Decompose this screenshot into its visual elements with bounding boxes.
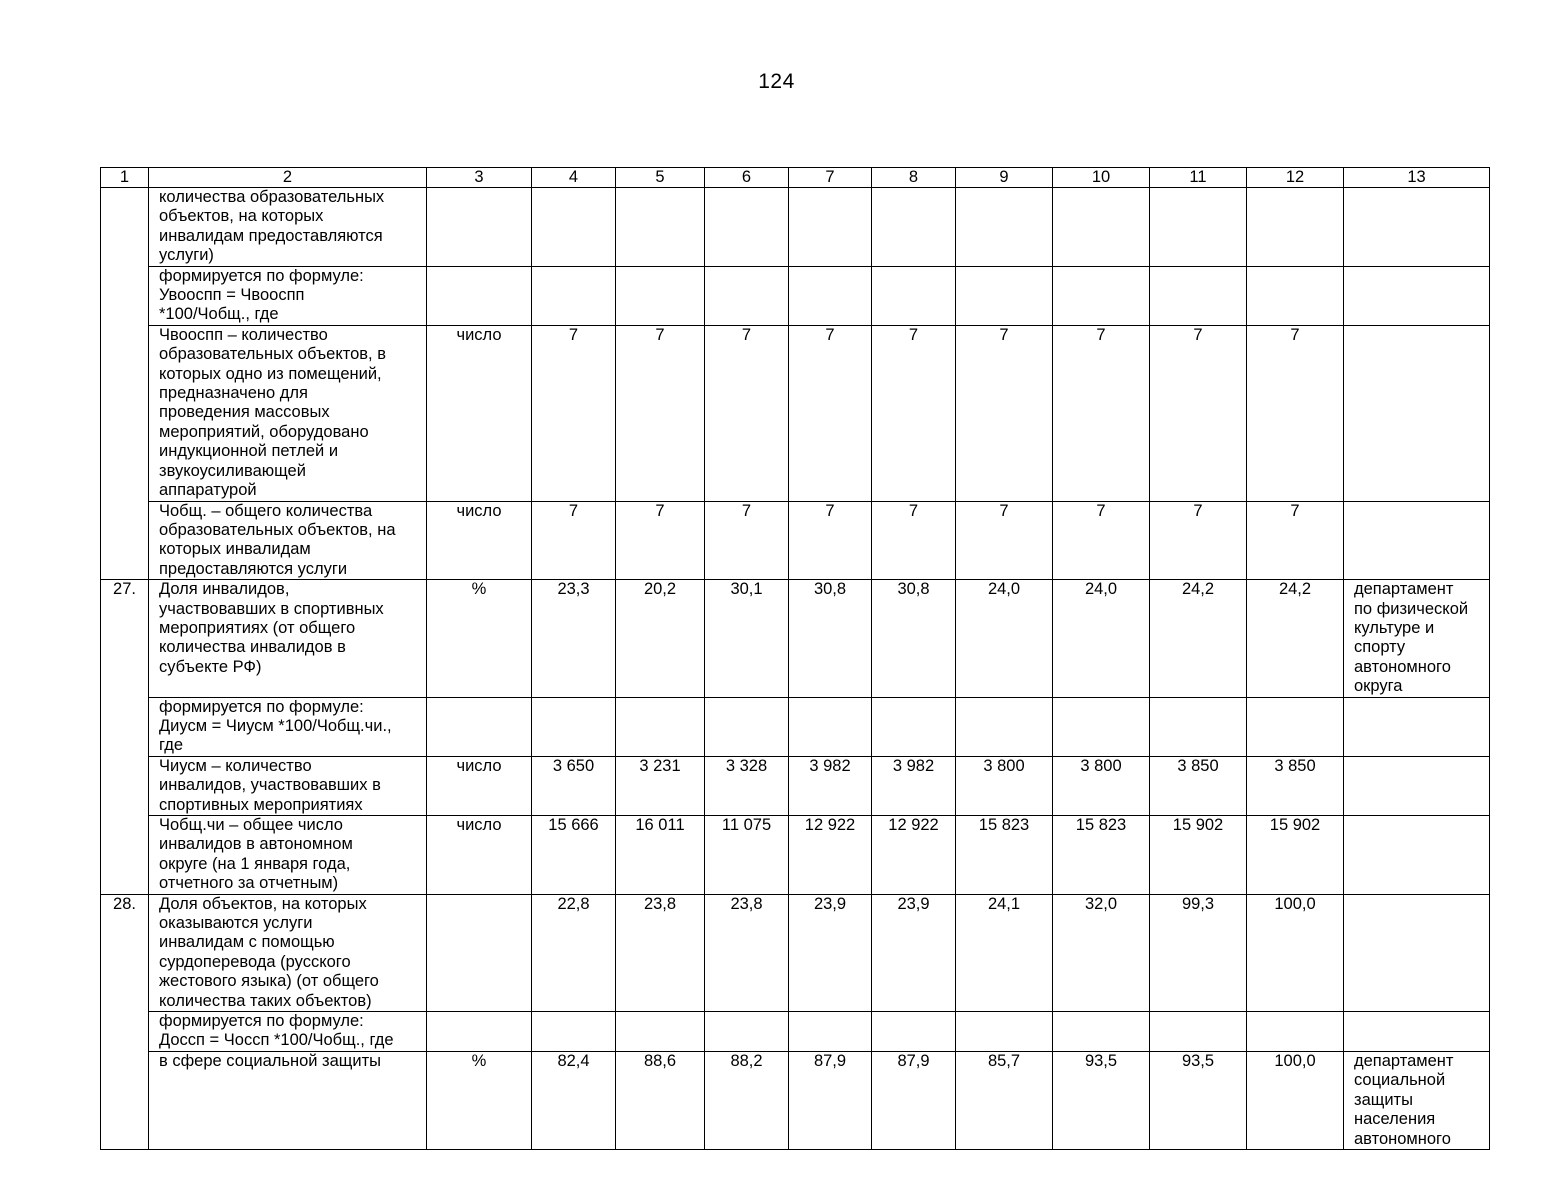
value-cell: 99,3: [1150, 894, 1247, 1011]
row-number: [101, 697, 149, 756]
value-cell: 87,9: [872, 1052, 956, 1150]
responsible-cell: [1344, 188, 1490, 267]
row-number: [101, 501, 149, 580]
value-cell: 23,8: [705, 894, 789, 1011]
indicator-text: Чобщ. – общего количества образовательных объектов, на которых инвалидам предоставляются услуги: [149, 501, 427, 580]
value-cell: 30,1: [705, 580, 789, 697]
value-cell: [1053, 1012, 1150, 1052]
responsible-cell: [1344, 266, 1490, 325]
responsible-cell: [1344, 325, 1490, 501]
value-cell: 88,2: [705, 1052, 789, 1150]
unit-cell: [427, 266, 532, 325]
value-cell: 24,0: [956, 580, 1053, 697]
indicator-text: Доля инвалидов, участвовавших в спортивных мероприятиях (от общего количества инвалидов в субъекте РФ): [149, 580, 427, 697]
header-row: [101, 168, 1490, 188]
responsible-cell: [1344, 816, 1490, 895]
value-cell: 23,9: [789, 894, 872, 1011]
value-cell: [1150, 1012, 1247, 1052]
value-cell: [705, 697, 789, 756]
header-cell: 13: [1344, 168, 1490, 188]
indicator-text: Чиусм – количество инвалидов, участвовавших в спортивных мероприятиях: [149, 756, 427, 815]
indicator-text: Чвооспп – количество образовательных объектов, в которых одно из помещений, предназначено для проведения массовых мероприятий, оборудовано индукционной петлей и звукоусиливающей аппаратурой: [149, 325, 427, 501]
value-cell: [872, 266, 956, 325]
value-cell: [1053, 697, 1150, 756]
value-cell: 7: [616, 325, 705, 501]
value-cell: 3 982: [789, 756, 872, 815]
unit-cell: [427, 894, 532, 1011]
value-cell: 7: [1247, 325, 1344, 501]
value-cell: 12 922: [789, 816, 872, 895]
value-cell: 7: [705, 501, 789, 580]
indicator-text: формируется по формуле: Увооспп = Чвооспп *100/Чобщ., где: [149, 266, 427, 325]
table-row: [101, 816, 1490, 895]
value-cell: [872, 1012, 956, 1052]
value-cell: 7: [1247, 501, 1344, 580]
row-number: [101, 756, 149, 815]
value-cell: [789, 697, 872, 756]
header-cell: 5: [616, 168, 705, 188]
value-cell: 23,8: [616, 894, 705, 1011]
value-cell: [789, 188, 872, 267]
value-cell: 7: [616, 501, 705, 580]
responsible-cell: [1344, 501, 1490, 580]
value-cell: 7: [532, 501, 616, 580]
value-cell: [956, 266, 1053, 325]
value-cell: 7: [872, 501, 956, 580]
value-cell: 30,8: [789, 580, 872, 697]
header-cell: 4: [532, 168, 616, 188]
value-cell: 7: [1053, 325, 1150, 501]
table-row: [101, 756, 1490, 815]
row-number: [101, 266, 149, 325]
value-cell: 100,0: [1247, 894, 1344, 1011]
table-row: [101, 1012, 1490, 1052]
value-cell: [872, 697, 956, 756]
value-cell: [532, 697, 616, 756]
responsible-cell: департамент по физической культуре и спорту автономного округа: [1344, 580, 1490, 697]
indicator-text: формируется по формуле: Доссп = Чоссп *100/Чобщ., где: [149, 1012, 427, 1052]
value-cell: 30,8: [872, 580, 956, 697]
value-cell: [1150, 266, 1247, 325]
header-cell: 11: [1150, 168, 1247, 188]
value-cell: 88,6: [616, 1052, 705, 1150]
unit-cell: [427, 1012, 532, 1052]
responsible-cell: [1344, 894, 1490, 1011]
value-cell: [1247, 188, 1344, 267]
value-cell: 7: [705, 325, 789, 501]
header-cell: 12: [1247, 168, 1344, 188]
unit-cell: число: [427, 325, 532, 501]
value-cell: 7: [1150, 325, 1247, 501]
value-cell: [789, 1012, 872, 1052]
unit-cell: число: [427, 501, 532, 580]
value-cell: 3 850: [1247, 756, 1344, 815]
value-cell: [956, 1012, 1053, 1052]
header-cell: 10: [1053, 168, 1150, 188]
value-cell: 93,5: [1053, 1052, 1150, 1150]
value-cell: [1247, 697, 1344, 756]
indicators-table: [100, 167, 1490, 1150]
responsible-cell: [1344, 1012, 1490, 1052]
value-cell: 3 850: [1150, 756, 1247, 815]
row-number: [101, 1012, 149, 1052]
indicator-text: Доля объектов, на которых оказываются услуги инвалидам с помощью сурдоперевода (русского жестового языка) (от общего количества таких объектов): [149, 894, 427, 1011]
value-cell: 15 902: [1150, 816, 1247, 895]
value-cell: [1150, 188, 1247, 267]
unit-cell: число: [427, 756, 532, 815]
value-cell: 3 800: [956, 756, 1053, 815]
unit-cell: [427, 697, 532, 756]
header-cell: 3: [427, 168, 532, 188]
value-cell: 7: [789, 325, 872, 501]
value-cell: [532, 1012, 616, 1052]
table-row: [101, 894, 1490, 1011]
responsible-cell: [1344, 697, 1490, 756]
value-cell: [956, 697, 1053, 756]
value-cell: 15 823: [1053, 816, 1150, 895]
value-cell: [616, 1012, 705, 1052]
responsible-cell: [1344, 756, 1490, 815]
row-number: [101, 816, 149, 895]
value-cell: [956, 188, 1053, 267]
value-cell: [616, 697, 705, 756]
table-row: [101, 266, 1490, 325]
value-cell: 82,4: [532, 1052, 616, 1150]
row-number: [101, 188, 149, 267]
value-cell: 32,0: [1053, 894, 1150, 1011]
value-cell: 3 650: [532, 756, 616, 815]
value-cell: [616, 266, 705, 325]
value-cell: 3 800: [1053, 756, 1150, 815]
value-cell: 7: [789, 501, 872, 580]
value-cell: 7: [872, 325, 956, 501]
row-number: 27.: [101, 580, 149, 697]
table-row: [101, 188, 1490, 267]
header-cell: 9: [956, 168, 1053, 188]
table-row: [101, 325, 1490, 501]
unit-cell: %: [427, 580, 532, 697]
value-cell: 24,0: [1053, 580, 1150, 697]
value-cell: 24,1: [956, 894, 1053, 1011]
value-cell: 7: [956, 501, 1053, 580]
value-cell: [872, 188, 956, 267]
value-cell: 100,0: [1247, 1052, 1344, 1150]
table-row: [101, 697, 1490, 756]
unit-cell: %: [427, 1052, 532, 1150]
unit-cell: [427, 188, 532, 267]
value-cell: 11 075: [705, 816, 789, 895]
value-cell: [1247, 1012, 1344, 1052]
header-cell: 2: [149, 168, 427, 188]
row-number: 28.: [101, 894, 149, 1011]
value-cell: 85,7: [956, 1052, 1053, 1150]
indicator-text: количества образовательных объектов, на которых инвалидам предоставляются услуги): [149, 188, 427, 267]
value-cell: [1150, 697, 1247, 756]
indicator-text: в сфере социальной защиты: [149, 1052, 427, 1150]
value-cell: 15 823: [956, 816, 1053, 895]
value-cell: 23,3: [532, 580, 616, 697]
value-cell: 7: [1053, 501, 1150, 580]
value-cell: 12 922: [872, 816, 956, 895]
value-cell: 93,5: [1150, 1052, 1247, 1150]
value-cell: [616, 188, 705, 267]
value-cell: 7: [1150, 501, 1247, 580]
value-cell: [705, 266, 789, 325]
page-number: 124: [758, 70, 795, 93]
value-cell: [532, 266, 616, 325]
value-cell: 3 982: [872, 756, 956, 815]
indicator-text: Чобщ.чи – общее число инвалидов в автономном округе (на 1 января года, отчетного за отчетным): [149, 816, 427, 895]
table-row: [101, 501, 1490, 580]
header-cell: 7: [789, 168, 872, 188]
value-cell: [705, 188, 789, 267]
value-cell: 15 902: [1247, 816, 1344, 895]
value-cell: 87,9: [789, 1052, 872, 1150]
value-cell: 16 011: [616, 816, 705, 895]
value-cell: 24,2: [1150, 580, 1247, 697]
responsible-cell: департамент социальной защиты населения автономного: [1344, 1052, 1490, 1150]
value-cell: [1053, 266, 1150, 325]
value-cell: [705, 1012, 789, 1052]
value-cell: 7: [956, 325, 1053, 501]
value-cell: 3 231: [616, 756, 705, 815]
value-cell: [532, 188, 616, 267]
unit-cell: число: [427, 816, 532, 895]
table-row: [101, 580, 1490, 697]
value-cell: 7: [532, 325, 616, 501]
indicator-text: формируется по формуле: Диусм = Чиусм *100/Чобщ.чи., где: [149, 697, 427, 756]
value-cell: 23,9: [872, 894, 956, 1011]
header-cell: 1: [101, 168, 149, 188]
value-cell: [1053, 188, 1150, 267]
table-row: [101, 1052, 1490, 1150]
value-cell: 24,2: [1247, 580, 1344, 697]
row-number: [101, 325, 149, 501]
value-cell: [789, 266, 872, 325]
row-number: [101, 1052, 149, 1150]
value-cell: 3 328: [705, 756, 789, 815]
value-cell: 15 666: [532, 816, 616, 895]
value-cell: [1247, 266, 1344, 325]
header-cell: 6: [705, 168, 789, 188]
value-cell: 22,8: [532, 894, 616, 1011]
value-cell: 20,2: [616, 580, 705, 697]
header-cell: 8: [872, 168, 956, 188]
